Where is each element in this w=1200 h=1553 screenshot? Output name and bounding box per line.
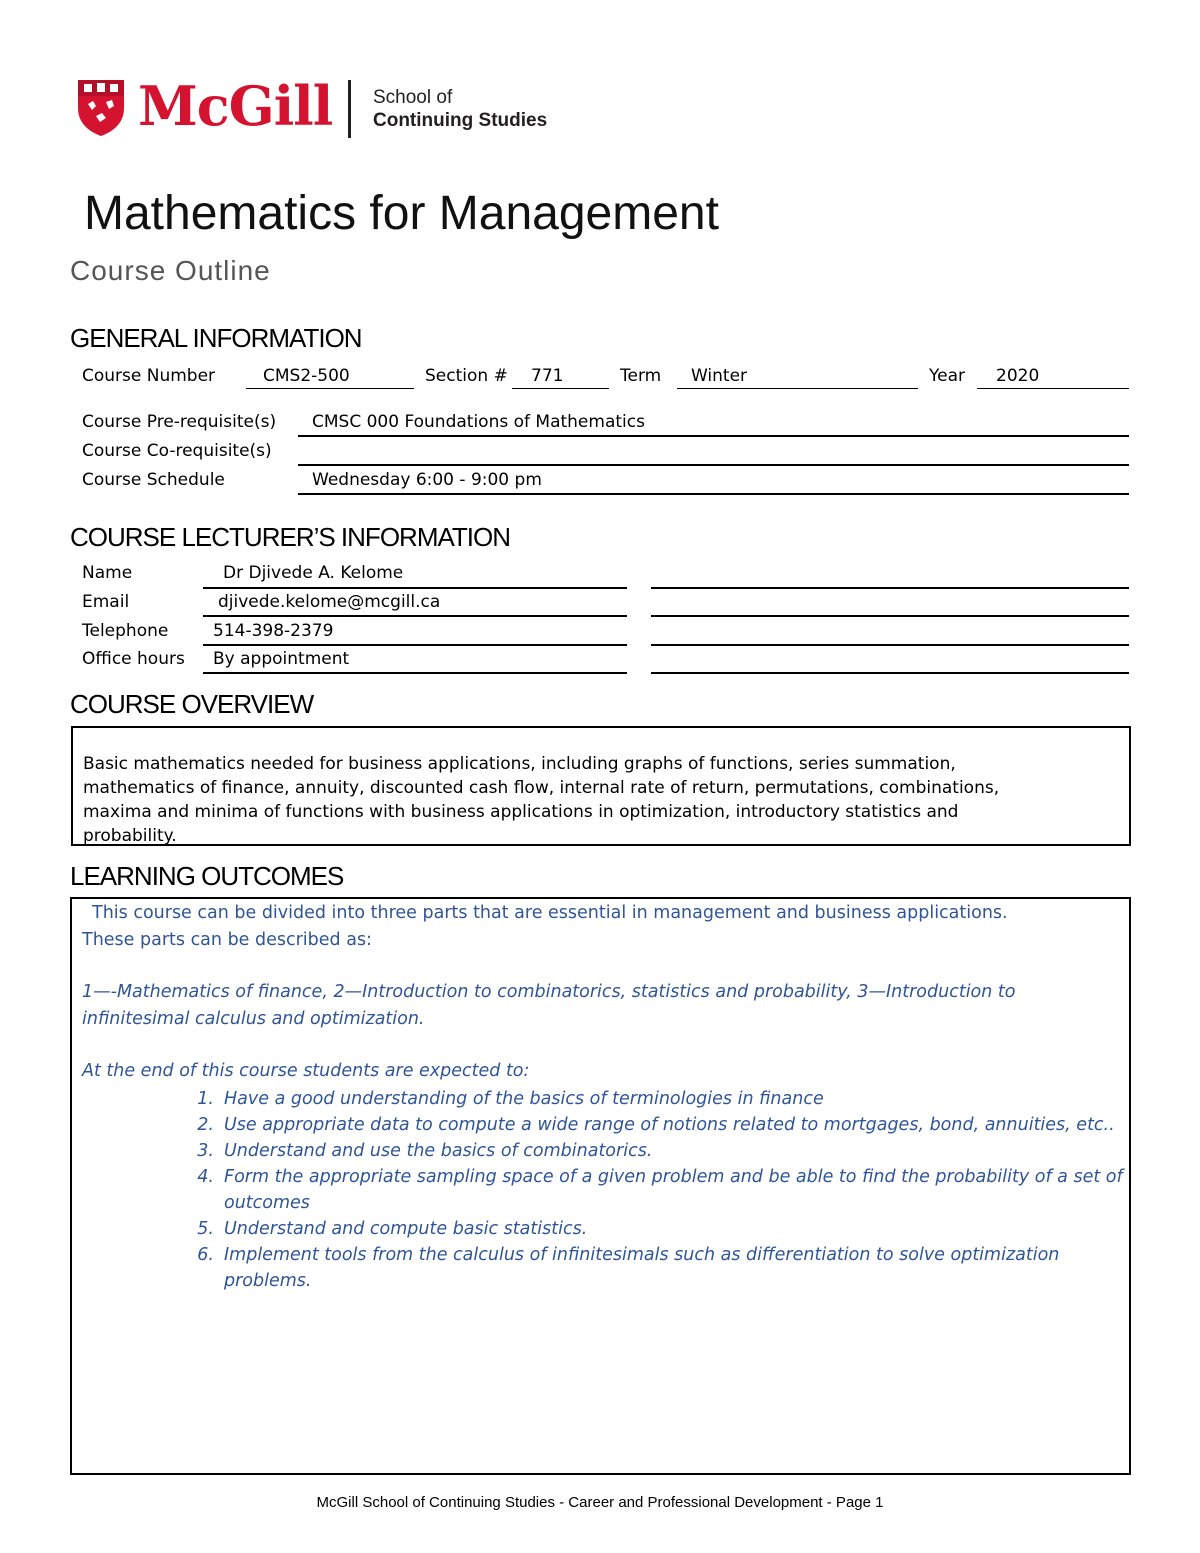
lecturer-phone-label: Telephone <box>82 621 169 641</box>
school-name: School of Continuing Studies <box>373 87 548 131</box>
outcome-item: 1. Have a good understanding of the basics of terminologies in finance <box>197 1089 824 1109</box>
outcomes-intro-2: These parts can be described as: <box>82 930 372 950</box>
course-overview-text: Basic mathematics needed for business applications, including graphs of functions, series summation, mathematics of finance, annuity, discounted cash flow, internal rate of return, permutations, combinations, maxima and minima of functions with business applications in optimization, introductory statistics and probability. <box>83 754 1000 846</box>
outcomes-parts-1: 1—-Mathematics of finance, 2—Introduction to combinatorics, statistics and probability, 3—Introduction to <box>82 982 1016 1002</box>
outcome-item: 4. Form the appropriate sampling space of a given problem and be able to find the probability of a set of outcomes <box>197 1167 1123 1213</box>
logo-wordmark: McGill <box>138 74 333 138</box>
outcome-item: 3. Understand and use the basics of combinatorics. <box>197 1141 653 1161</box>
lecturer-email-underline-2 <box>651 615 1129 617</box>
section-underline <box>512 388 609 389</box>
page-footer: McGill School of Continuing Studies - Career and Professional Development - Page 1 <box>316 1494 884 1511</box>
course-number-underline <box>246 388 414 389</box>
outcome-item: 6. Implement tools from the calculus of infinitesimals such as differentiation to solve optimization problems. <box>197 1245 1060 1291</box>
office-hours-value: By appointment <box>213 649 350 669</box>
learning-outcomes-heading: LEARNING OUTCOMES <box>70 861 344 891</box>
coreq-underline <box>298 464 1129 466</box>
lecturer-name-value: Dr Djivede A. Kelome <box>223 563 404 583</box>
coreq-label: Course Co-requisite(s) <box>82 441 272 461</box>
year-value: 2020 <box>996 366 1040 386</box>
year-label: Year <box>929 366 965 386</box>
outcomes-parts-2: infinitesimal calculus and optimization. <box>82 1009 425 1029</box>
prereq-label: Course Pre-requisite(s) <box>82 412 277 432</box>
prereq-underline <box>298 435 1129 437</box>
outcomes-expect: At the end of this course students are expected to: <box>82 1061 530 1081</box>
year-underline <box>977 388 1129 389</box>
mcgill-crest-icon <box>76 78 126 138</box>
outcome-item: 5. Understand and compute basic statistics. <box>197 1219 588 1239</box>
office-hours-label: Office hours <box>82 649 185 669</box>
lecturer-name-label: Name <box>82 563 133 583</box>
course-overview-heading: COURSE OVERVIEW <box>70 689 314 719</box>
lecturer-phone-value: 514-398-2379 <box>213 621 334 641</box>
logo-separator <box>348 80 351 138</box>
lecturer-email-label: Email <box>82 592 130 612</box>
lecturer-name-underline-2 <box>651 587 1129 589</box>
outcomes-intro-1: This course can be divided into three parts that are essential in management and business applications. <box>92 903 1008 923</box>
lecturer-name-underline <box>203 587 627 589</box>
document-title: Mathematics for Management <box>84 187 719 240</box>
term-underline <box>677 388 918 389</box>
course-overview-box <box>71 726 1131 846</box>
course-number-label: Course Number <box>82 366 216 386</box>
lecturer-phone-underline <box>203 644 627 646</box>
learning-outcomes-box <box>70 897 1131 1475</box>
schedule-label: Course Schedule <box>82 470 225 490</box>
lecturer-email-underline <box>203 615 627 617</box>
outcome-item: 2. Use appropriate data to compute a wide range of notions related to mortgages, bond, annuities, etc.. <box>197 1115 1115 1135</box>
lecturer-phone-underline-2 <box>651 644 1129 646</box>
term-value: Winter <box>691 366 748 386</box>
term-label: Term <box>620 366 662 386</box>
course-number-value: CMS2-500 <box>263 366 350 386</box>
section-label: Section # <box>425 366 508 386</box>
lecturer-info-heading: COURSE LECTURER’S INFORMATION <box>70 522 510 552</box>
schedule-underline <box>298 493 1129 495</box>
section-value: 771 <box>531 366 564 386</box>
schedule-value: Wednesday 6:00 - 9:00 pm <box>312 470 542 490</box>
office-hours-underline-2 <box>651 672 1129 674</box>
outcomes-list <box>184 1086 1124 1294</box>
office-hours-underline <box>203 672 627 674</box>
document-subtitle: Course Outline <box>70 255 271 286</box>
general-info-heading: GENERAL INFORMATION <box>70 323 362 353</box>
prereq-value: CMSC 000 Foundations of Mathematics <box>312 412 645 432</box>
lecturer-email-value: djivede.kelome@mcgill.ca <box>218 592 441 612</box>
